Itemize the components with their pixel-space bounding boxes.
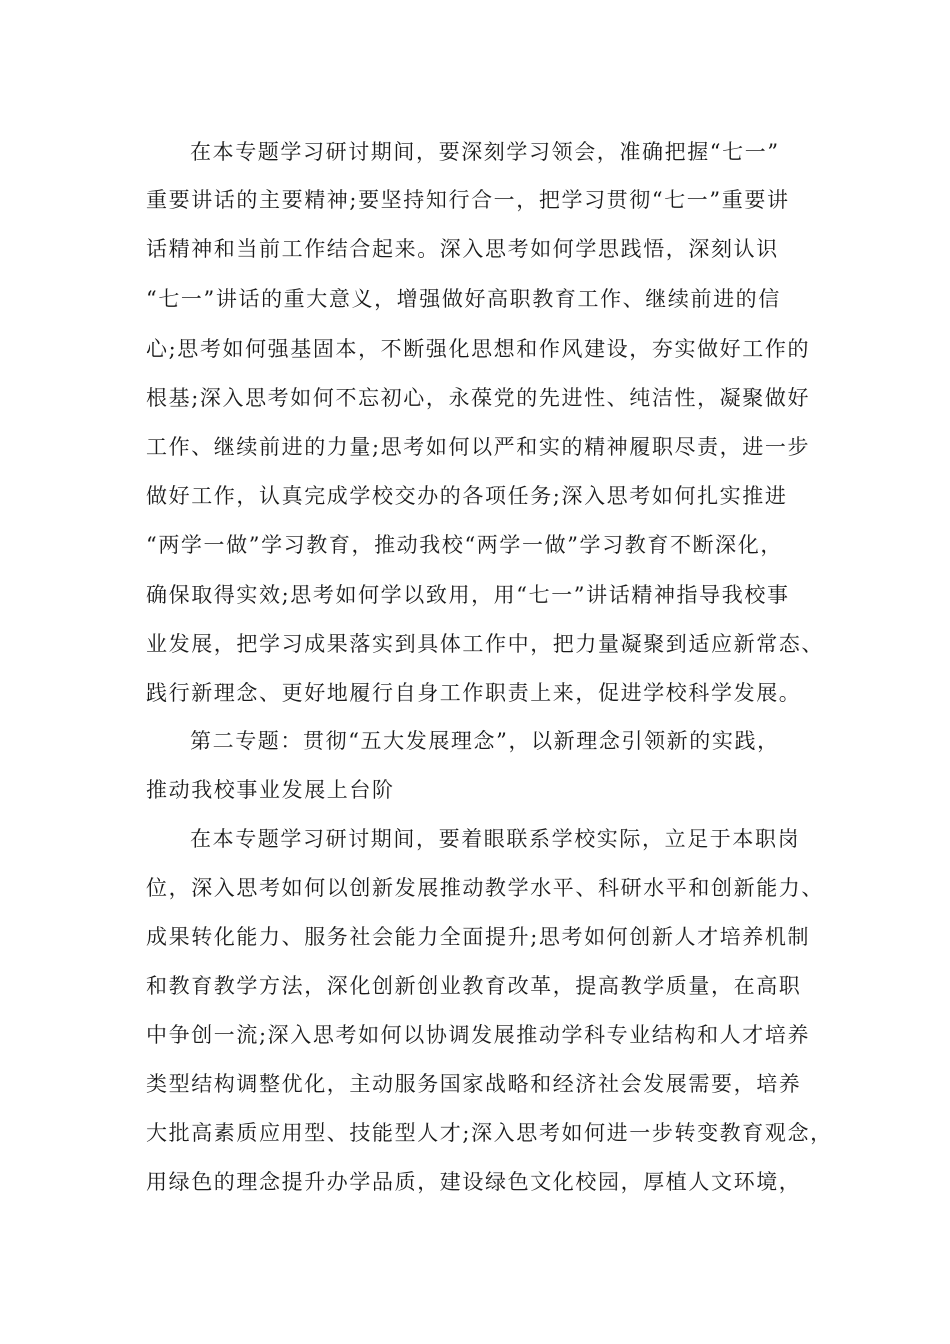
paragraph-line: “七一”讲话的重大意义，增强做好高职教育工作、继续前进的信 (146, 287, 781, 311)
section-heading-line: 第二专题：贯彻“五大发展理念”，以新理念引领新的实践， (190, 729, 780, 753)
paragraph-line: 在本专题学习研讨期间，要着眼联系学校实际，立足于本职岗 (190, 827, 801, 851)
paragraph-line: “两学一做”学习教育，推动我校“两学一做”学习教育不断深化， (146, 533, 783, 557)
paragraph-line: 确保取得实效;思考如何学以致用，用“七一”讲话精神指导我校事 (146, 583, 790, 607)
paragraph-line: 话精神和当前工作结合起来。深入思考如何学思践悟，深刻认识 (146, 237, 779, 261)
paragraph-line: 类型结构调整优化，主动服务国家战略和经济社会发展需要，培养 (146, 1072, 802, 1096)
paragraph-line: 心;思考如何强基固本，不断强化思想和作风建设，夯实做好工作的 (146, 337, 811, 361)
paragraph-line: 重要讲话的主要精神;要坚持知行合一，把学习贯彻“七一”重要讲 (146, 188, 790, 212)
paragraph-line: 大批高素质应用型、技能型人才;深入思考如何进一步转变教育观念， (146, 1121, 833, 1145)
section-heading-line: 推动我校事业发展上台阶 (146, 778, 395, 802)
paragraph-line: 中争创一流;深入思考如何以协调发展推动学科专业结构和人才培养 (146, 1023, 811, 1047)
paragraph-line: 工作、继续前进的力量;思考如何以严和实的精神履职尽责，进一步 (146, 435, 811, 459)
paragraph-line: 用绿色的理念提升办学品质，建设绿色文化校园，厚植人文环境， (146, 1170, 802, 1194)
paragraph-line: 业发展，把学习成果落实到具体工作中，把力量凝聚到适应新常态、 (146, 632, 824, 656)
paragraph-line: 根基;深入思考如何不忘初心，永葆党的先进性、纯洁性，凝聚做好 (146, 386, 811, 410)
paragraph-line: 成果转化能力、服务社会能力全面提升;思考如何创新人才培养机制 (146, 925, 811, 949)
paragraph-line: 践行新理念、更好地履行自身工作职责上来，促进学校科学发展。 (146, 681, 802, 705)
paragraph-line: 在本专题学习研讨期间，要深刻学习领会，准确把握“七一” (190, 140, 780, 164)
paragraph-line: 和教育教学方法，深化创新创业教育改革，提高教学质量，在高职 (146, 974, 802, 998)
paragraph-line: 位，深入思考如何以创新发展推动教学水平、科研水平和创新能力、 (146, 876, 824, 900)
paragraph-line: 做好工作，认真完成学校交办的各项任务;深入思考如何扎实推进 (146, 484, 788, 508)
